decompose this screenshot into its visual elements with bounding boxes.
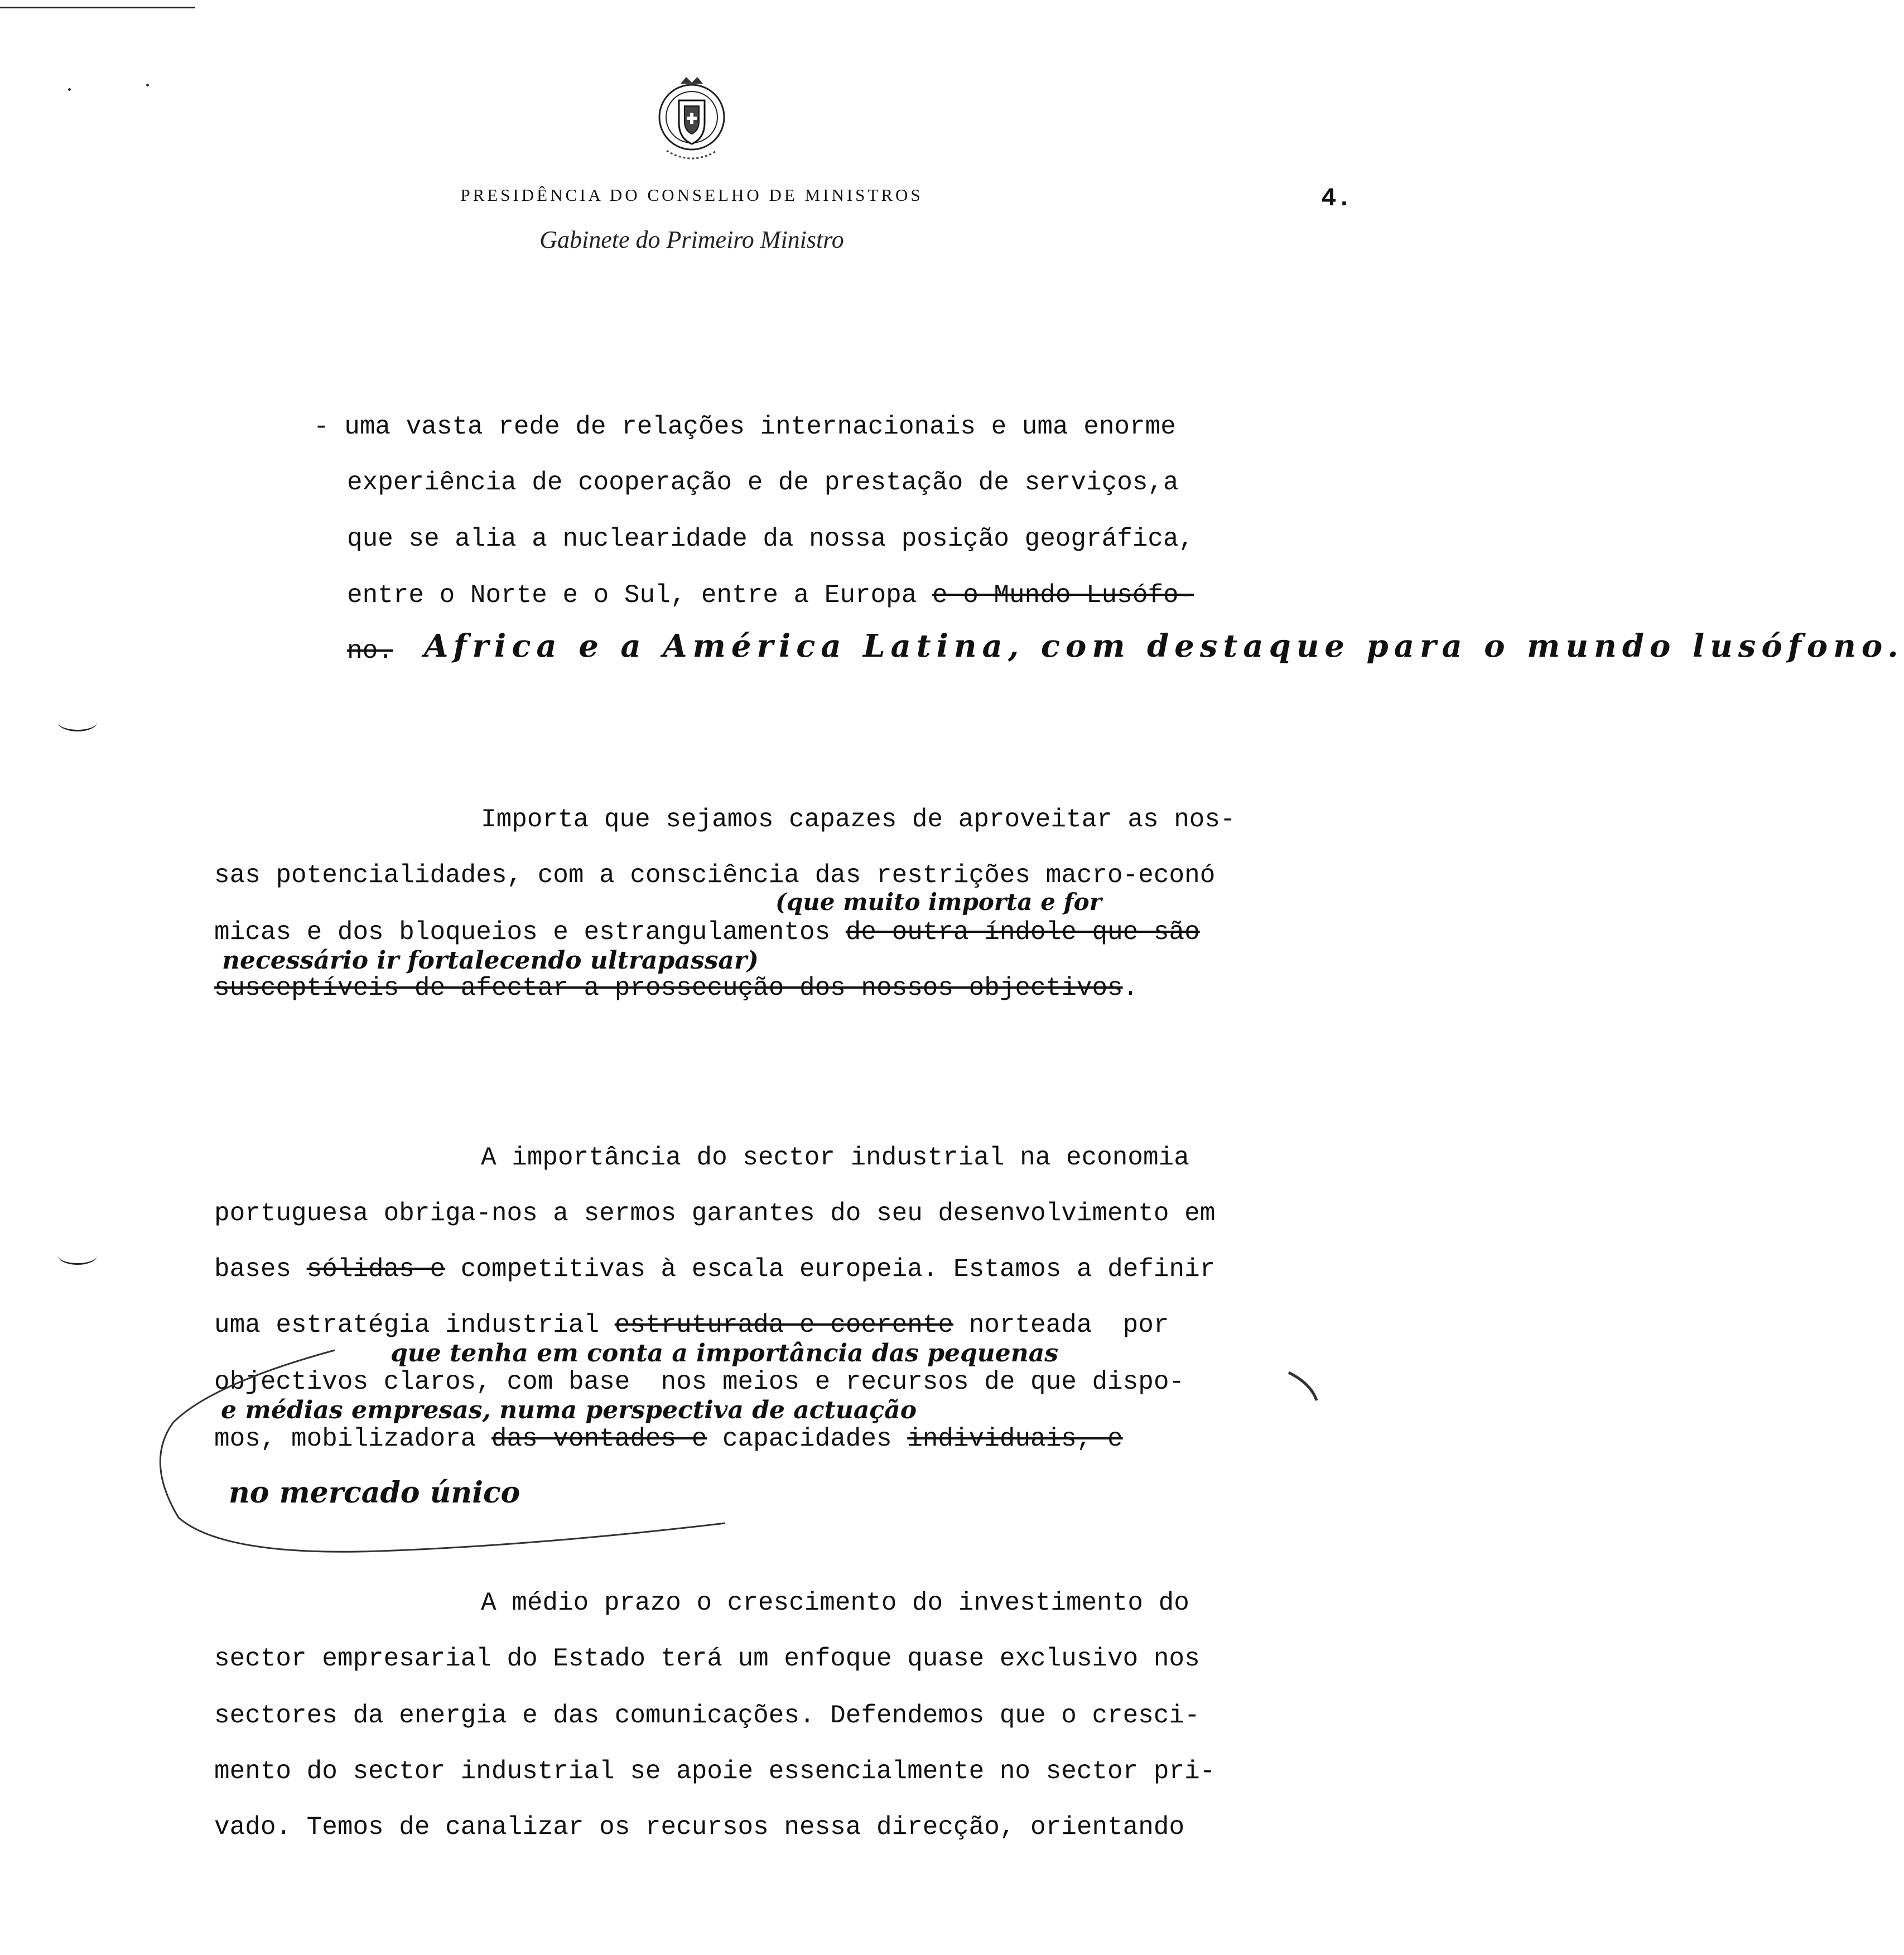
struck-text: de outra índole que são [845, 918, 1200, 947]
handwritten-insertion: que tenha em conta a importância das pequenas [391, 1339, 1059, 1367]
speck [68, 88, 71, 91]
struck-text: no. [347, 637, 393, 666]
handwritten-loop-stroke [145, 1300, 1339, 1590]
text-line: A médio prazo o crescimento do investimento do [481, 1588, 1189, 1617]
handwritten-insertion: e médias empresas, numa perspectiva de actuação [221, 1396, 917, 1424]
text-line: sectores da energia e das comunicações. Defendemos que o cresci- [214, 1701, 1200, 1730]
text-line [347, 582, 1194, 608]
struck-text: susceptíveis de afectar a prossecução dos nossos objectivos [214, 974, 1123, 1003]
text-segment: norteada por [953, 1311, 1169, 1340]
text-line [347, 638, 393, 664]
text-line: sas potencialidades, com a consciência das restrições macro-econó [214, 861, 1216, 890]
struck-text: das vontades e [491, 1424, 707, 1453]
text-line: - uma vasta rede de relações internacionais e uma enorme [314, 412, 1176, 441]
struck-text: individuais, e [907, 1424, 1123, 1453]
struck-text: estruturada e coerente [614, 1311, 954, 1340]
coat-of-arms-seal [650, 73, 734, 170]
text-segment: . [1122, 974, 1139, 1003]
speck [146, 84, 149, 86]
top-rule [0, 7, 195, 8]
text-line: que se alia a nuclearidade da nossa posição geográfica, [347, 524, 1194, 553]
text-line: portuguesa obriga-nos a sermos garantes do seu desenvolvimento em [214, 1199, 1216, 1228]
text-segment: competitivas à escala europeia. Estamos a definir [445, 1255, 1216, 1284]
text-segment: entre o Norte e o Sul, entre a Europa [347, 581, 932, 610]
text-line [214, 1256, 1215, 1282]
page-number: 4. [1321, 184, 1352, 213]
handwritten-insertion: (que muito importa e for [775, 888, 1102, 916]
text-line: A importância do sector industrial na economia [481, 1143, 1189, 1172]
text-line [214, 919, 1200, 945]
handwritten-insertion: necessário ir fortalecendo ultrapassar) [222, 946, 759, 975]
text-segment: uma estratégia industrial [214, 1311, 615, 1340]
handwritten-insertion: Africa e a América Latina, com destaque para o mundo lusófono. [424, 628, 1904, 664]
text-segment: mos, mobilizadora [214, 1424, 491, 1453]
handwritten-insertion: no mercado único [229, 1476, 520, 1510]
text-line [214, 975, 1138, 1001]
struck-text: e o Mundo Lusófo- [932, 581, 1194, 610]
margin-mark [58, 713, 97, 731]
text-line: objectivos claros, com base nos meios e recursos de que dispo- [214, 1367, 1185, 1397]
text-line: Importa que sejamos capazes de aproveitar as nos- [481, 805, 1236, 834]
margin-mark [58, 1246, 97, 1265]
text-line: vado. Temos de canalizar os recursos nessa direcção, orientando [214, 1813, 1185, 1842]
text-segment: capacidades [707, 1424, 908, 1453]
text-line: sector empresarial do Estado terá um enfoque quase exclusivo nos [214, 1644, 1200, 1673]
text-segment: bases [214, 1255, 307, 1284]
text-line: mento do sector industrial se apoie essencialmente no sector pri- [214, 1757, 1216, 1786]
text-line: experiência de cooperação e de prestação de serviços,a [347, 468, 1179, 497]
letterhead-ministry: PRESIDÊNCIA DO CONSELHO DE MINISTROS [460, 185, 923, 205]
letterhead-office: Gabinete do Primeiro Ministro [539, 226, 844, 253]
text-segment: micas e dos bloqueios e estrangulamentos [214, 918, 846, 947]
struck-text: sólidas e [306, 1255, 446, 1284]
